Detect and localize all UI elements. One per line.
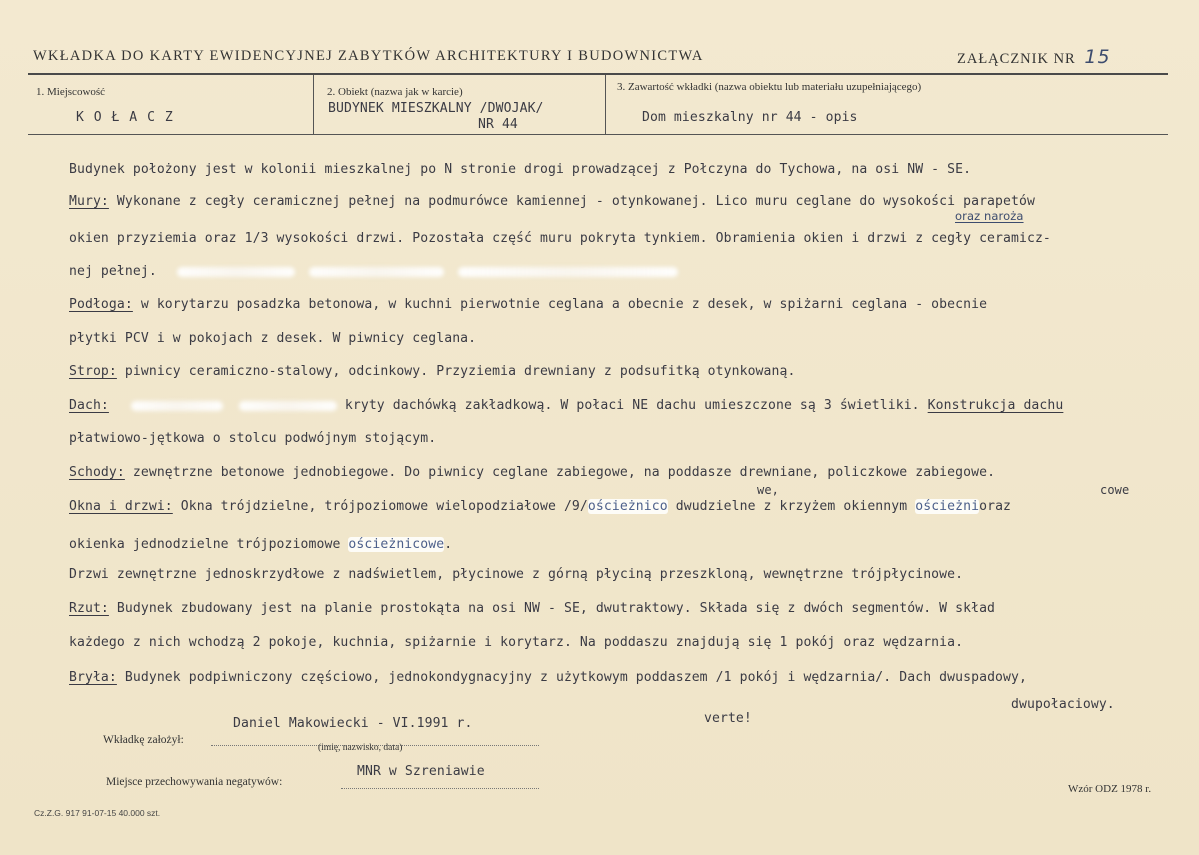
body-line-11: [69, 499, 1011, 514]
form-title: WKŁADKA DO KARTY EWIDENCYJNEJ ZABYTKÓW ARCHITEKTURY I BUDOWNICTWA: [33, 48, 704, 64]
body-line-8: [69, 398, 1063, 413]
annex-number: 15: [1084, 46, 1111, 68]
redaction-4: [131, 401, 223, 411]
insertion-naroza: oraz naroża: [955, 209, 1024, 223]
body-line-5: [69, 297, 987, 312]
section-head-walls: Mury:: [69, 194, 109, 209]
redaction-5: [239, 401, 337, 411]
field-3-value: Dom mieszkalny nr 44 - opis: [642, 110, 858, 125]
field-2-label: 2. Obiekt (nazwa jak w karcie): [327, 86, 463, 98]
body-line-17: dwupołaciowy.: [1011, 697, 1115, 712]
highlight-1: ościeżnico: [587, 499, 668, 514]
field-1-value: K O Ł A C Z: [76, 110, 174, 125]
section-head-stairs: Schody:: [69, 465, 125, 480]
body-line-11-b: dwudzielne z krzyżem okiennym: [667, 499, 916, 514]
highlight-2: ościeżni: [915, 499, 980, 514]
body-line-2: [69, 194, 1035, 209]
body-line-4-text: nej pełnej.: [69, 264, 157, 279]
fields-rule: [28, 134, 1168, 135]
founder-value: Daniel Makowiecki - VI.1991 r.: [233, 716, 473, 731]
annex-label-block: [957, 46, 1111, 68]
section-head-windows-doors: Okna i drzwi:: [69, 499, 173, 514]
body-line-3: okien przyziemia oraz 1/3 wysokości drzwi. Pozostała część muru pokryta tynkiem. Obramienia okien i drzwi z cegły ceramicz-: [69, 231, 1051, 246]
body-line-9: płatwiowo-jętkowa o stolcu podwójnym stojącym.: [69, 431, 437, 446]
storage-label: Miejsce przechowywania negatywów:: [106, 776, 283, 788]
body-line-15: każdego z nich wchodzą 2 pokoje, kuchnia, spiżarnie i korytarz. Na poddaszu znajdują się 1 pokój oraz wędzarnia.: [69, 635, 964, 650]
redaction-2: [309, 267, 444, 277]
header-rule: [28, 73, 1168, 75]
body-line-10-text: zewnętrzne betonowe jednobiegowe. Do piwnicy ceglane zabiegowe, na poddasze drewniane, policzkowe zabiegowe.: [124, 465, 996, 480]
body-line-5-text: w korytarzu posadzka betonowa, w kuchni pierwotnie ceglana a obecnie z desek, w spiżarni ceglana - obecnie: [132, 297, 988, 312]
body-line-11-c: oraz: [979, 499, 1012, 514]
insertion-we: we,: [757, 483, 779, 497]
highlight-3: ościeżnicowe: [348, 537, 445, 552]
section-head-mass: Bryła:: [69, 670, 117, 685]
field-2-value-line2: NR 44: [478, 117, 518, 132]
redaction-1: [177, 267, 295, 277]
section-head-ceiling: Strop:: [69, 364, 117, 379]
founder-label: Wkładkę założył:: [103, 734, 184, 746]
founder-hint: (imię, nazwisko, data): [318, 743, 403, 753]
body-line-4: [69, 264, 678, 279]
field-1-label: 1. Miejscowość: [36, 86, 106, 98]
body-line-16: [69, 670, 1027, 685]
section-head-roof: Dach:: [69, 398, 109, 413]
body-line-7: [69, 364, 795, 379]
body-line-13: Drzwi zewnętrzne jednoskrzydłowe z nadświetlem, płycinowe z górną płyciną przeszkloną, wewnętrzne trójpłycinowe.: [69, 567, 964, 582]
field-divider-2: [605, 75, 606, 134]
body-line-6: płytki PCV i w pokojach z desek. W piwnicy ceglana.: [69, 331, 477, 346]
body-line-14-text: Budynek zbudowany jest na planie prostokąta na osi NW - SE, dwutraktowy. Składa się z dwóch segmentów. W skład: [108, 601, 996, 616]
storage-value: MNR w Szreniawie: [357, 764, 485, 779]
body-line-8-text: kryty dachówką zakładkową. W połaci NE dachu umieszczone są 3 świetliki.: [344, 398, 920, 413]
body-line-14: [69, 601, 995, 616]
storage-dotline: [341, 788, 539, 789]
roof-construction-head: Konstrukcja dachu: [927, 398, 1064, 413]
form-model: Wzór ODZ 1978 r.: [1068, 783, 1152, 795]
body-line-2-text: Wykonane z cegły ceramicznej pełnej na podmurówce kamiennej - otynkowanej. Lico muru ceglane do wysokości parapetów: [108, 194, 1035, 209]
body-line-11-a: Okna trójdzielne, trójpoziomowe wielopodziałowe /9/: [172, 499, 588, 514]
field-divider-1: [313, 75, 314, 134]
field-3-label: 3. Zawartość wkładki (nazwa obiektu lub materiału uzupełniającego): [617, 81, 922, 93]
field-2-value-line1: BUDYNEK MIESZKALNY /DWOJAK/: [328, 101, 544, 116]
body-line-16-text: Budynek podpiwniczony częściowo, jednokondygnacyjny z użytkowym poddaszem /1 pokój i wędzarnia/. Dach dwuspadowy,: [116, 670, 1027, 685]
body-line-1: Budynek położony jest w kolonii mieszkalnej po N stronie drogi prowadzącej z Połczyna do Tychowa, na osi NW - SE.: [69, 162, 972, 177]
verte-note: verte!: [704, 711, 752, 726]
body-line-7-text: piwnicy ceramiczno-stalowy, odcinkowy. Przyziemia drewniany z podsufitką otynkowaną.: [116, 364, 796, 379]
redaction-3: [458, 267, 678, 277]
body-line-12-a: okienka jednodzielne trójpoziomowe: [69, 537, 349, 552]
section-head-floor: Podłoga:: [69, 297, 133, 312]
print-code: Cz.Z.G. 917 91-07-15 40.000 szt.: [34, 808, 161, 818]
section-head-plan: Rzut:: [69, 601, 109, 616]
insertion-cowe: cowe: [1100, 483, 1130, 497]
body-line-12: [69, 537, 452, 552]
body-line-10: [69, 465, 995, 480]
body-line-12-b: .: [444, 537, 453, 552]
annex-label: ZAŁĄCZNIK NR: [957, 51, 1076, 67]
